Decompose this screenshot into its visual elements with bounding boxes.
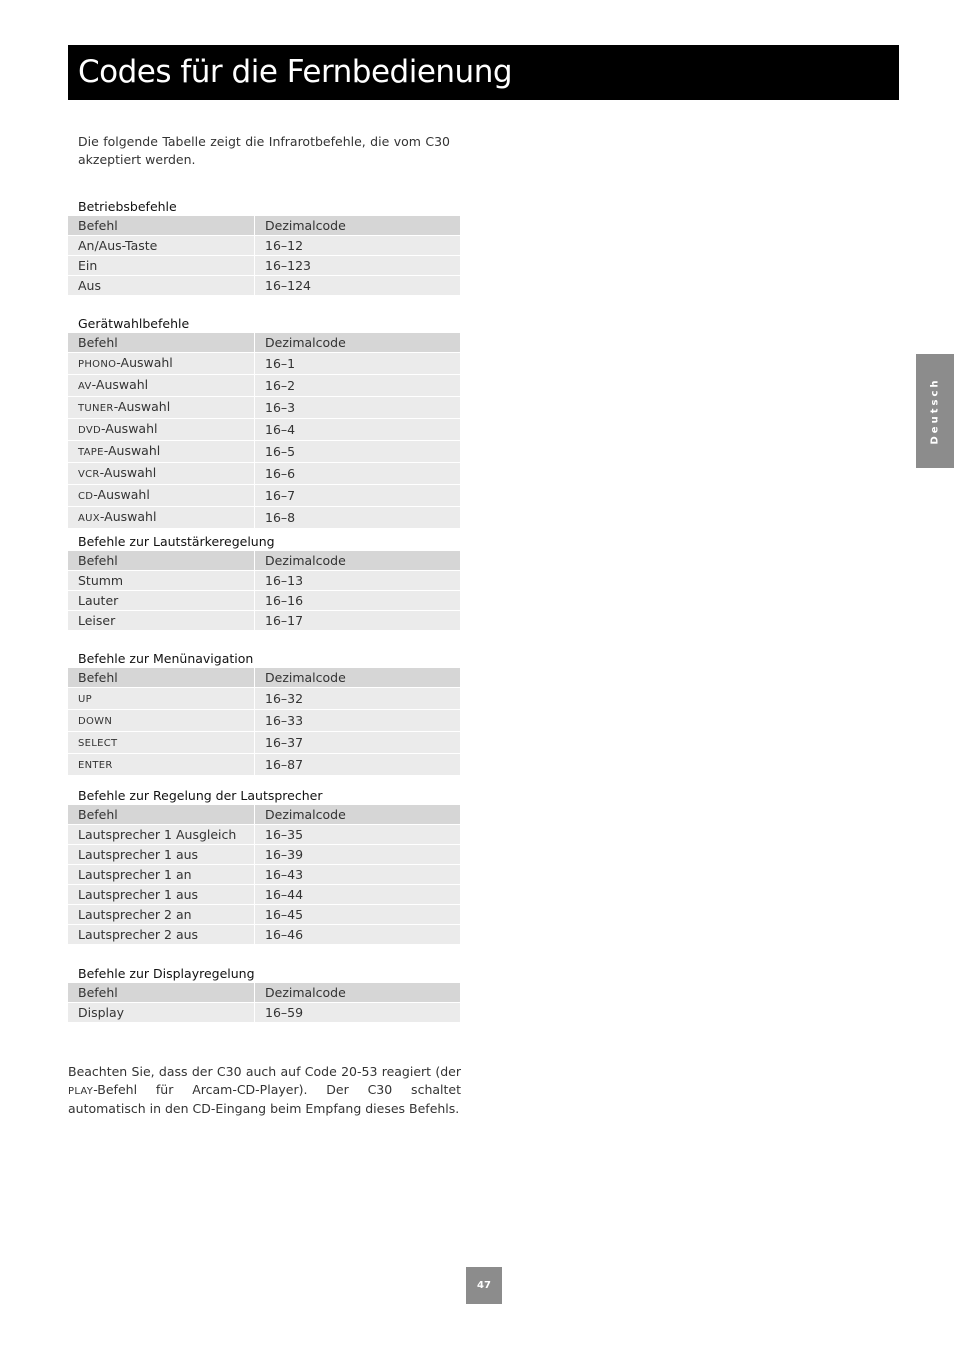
table-row (68, 507, 460, 529)
command-label: Lautsprecher 2 aus (78, 927, 199, 942)
code-cell: 16–2 (255, 375, 461, 397)
footnote (68, 1063, 461, 1118)
table-header-row (68, 805, 460, 825)
section-heading: Befehle zur Displayregelung (78, 966, 255, 981)
command-smallcaps: AUX (78, 513, 100, 524)
command-table (68, 551, 460, 631)
command-cell (68, 397, 255, 419)
code-cell: 16–3 (255, 397, 461, 419)
command-label: -Auswahl (103, 443, 161, 458)
code-cell: 16–6 (255, 463, 461, 485)
command-cell (68, 256, 255, 276)
section (68, 649, 460, 776)
header-code: Dezimalcode (255, 668, 461, 688)
header-code: Dezimalcode (255, 333, 461, 353)
table-header-row (68, 551, 460, 571)
command-cell (68, 865, 255, 885)
table-row (68, 825, 460, 845)
command-smallcaps: PHONO (78, 359, 117, 370)
command-smallcaps: CD (78, 491, 94, 502)
command-cell (68, 419, 255, 441)
section-heading: Befehle zur Regelung der Lautsprecher (78, 788, 323, 803)
command-label: Lautsprecher 2 an (78, 907, 192, 922)
command-label: Leiser (78, 613, 116, 628)
command-smallcaps: DOWN (78, 716, 113, 727)
table-row (68, 925, 460, 945)
table-row (68, 463, 460, 485)
table-row (68, 754, 460, 776)
command-label: -Auswahl (99, 465, 157, 480)
section-heading: Gerätwahlbefehle (78, 316, 190, 331)
language-tab-label: Deutsch (929, 377, 941, 445)
command-table (68, 333, 460, 529)
command-label: -Auswahl (116, 355, 173, 370)
command-label: Lautsprecher 1 aus (78, 887, 199, 902)
command-cell (68, 885, 255, 905)
command-cell (68, 1003, 255, 1023)
command-smallcaps: UP (78, 694, 92, 705)
header-code: Dezimalcode (255, 216, 461, 236)
command-cell (68, 845, 255, 865)
command-label: -Auswahl (91, 377, 149, 392)
command-label: Display (78, 1005, 125, 1020)
command-label: Lautsprecher 1 aus (78, 847, 199, 862)
table-row (68, 441, 460, 463)
command-table (68, 983, 460, 1023)
command-table (68, 668, 460, 776)
code-cell: 16–46 (255, 925, 461, 945)
table-row (68, 885, 460, 905)
section (68, 786, 460, 945)
table-row (68, 375, 460, 397)
command-smallcaps: DVD (78, 425, 101, 436)
command-label: Lautsprecher 1 an (78, 867, 192, 882)
section (68, 532, 460, 631)
command-cell (68, 236, 255, 256)
table-row (68, 571, 460, 591)
footnote-play-smallcaps: PLAY (68, 1085, 94, 1097)
command-cell (68, 825, 255, 845)
table-row (68, 611, 460, 631)
code-cell: 16–5 (255, 441, 461, 463)
table-row (68, 397, 460, 419)
command-table (68, 216, 460, 296)
header-command: Befehl (68, 983, 255, 1003)
table-row (68, 1003, 460, 1023)
section (68, 964, 460, 1023)
language-tab (916, 354, 954, 468)
header-command: Befehl (68, 216, 255, 236)
command-smallcaps: ENTER (78, 760, 113, 771)
command-cell (68, 754, 255, 776)
header-command: Befehl (68, 333, 255, 353)
command-label: Lauter (78, 593, 119, 608)
command-smallcaps: SELECT (78, 738, 118, 749)
command-cell (68, 905, 255, 925)
table-header-row (68, 216, 460, 236)
table-row (68, 845, 460, 865)
table-row (68, 688, 460, 710)
command-smallcaps: VCR (78, 469, 100, 480)
command-cell (68, 463, 255, 485)
table-header-row (68, 333, 460, 353)
command-cell (68, 485, 255, 507)
header-command: Befehl (68, 551, 255, 571)
command-cell (68, 353, 255, 375)
command-smallcaps: TUNER (78, 403, 114, 414)
code-cell: 16–123 (255, 256, 461, 276)
command-cell (68, 732, 255, 754)
command-cell (68, 611, 255, 631)
command-label: -Auswahl (113, 399, 171, 414)
table-row (68, 591, 460, 611)
table-row (68, 865, 460, 885)
table-row (68, 276, 460, 296)
command-label: An/Aus-Taste (78, 238, 158, 253)
header-code: Dezimalcode (255, 805, 461, 825)
code-cell: 16–32 (255, 688, 461, 710)
code-cell: 16–39 (255, 845, 461, 865)
code-cell: 16–12 (255, 236, 461, 256)
code-cell: 16–44 (255, 885, 461, 905)
table-row (68, 353, 460, 375)
command-cell (68, 276, 255, 296)
code-cell: 16–8 (255, 507, 461, 529)
table-row (68, 485, 460, 507)
command-cell (68, 571, 255, 591)
command-smallcaps: AV (78, 381, 92, 392)
command-label: -Auswahl (100, 421, 158, 436)
code-cell: 16–7 (255, 485, 461, 507)
page-number: 47 (466, 1267, 502, 1304)
section (68, 314, 460, 529)
section (68, 197, 460, 296)
header-command: Befehl (68, 805, 255, 825)
code-cell: 16–1 (255, 353, 461, 375)
table-row (68, 905, 460, 925)
command-label: Ein (78, 258, 98, 273)
command-cell (68, 507, 255, 529)
code-cell: 16–45 (255, 905, 461, 925)
code-cell: 16–87 (255, 754, 461, 776)
code-cell: 16–124 (255, 276, 461, 296)
table-row (68, 256, 460, 276)
table-header-row (68, 668, 460, 688)
command-cell (68, 441, 255, 463)
table-row (68, 419, 460, 441)
code-cell: 16–37 (255, 732, 461, 754)
table-row (68, 732, 460, 754)
command-cell (68, 710, 255, 732)
code-cell: 16–16 (255, 591, 461, 611)
code-cell: 16–13 (255, 571, 461, 591)
intro-text: Die folgende Tabelle zeigt die Infrarotbefehle, die vom C30 akzeptiert werden. (78, 134, 450, 167)
command-label: -Auswahl (93, 487, 150, 502)
command-cell (68, 375, 255, 397)
table-row (68, 710, 460, 732)
footnote-after: -Befehl für Arcam-CD-Player). Der C30 schaltet automatisch in den CD-Eingang beim Empfang dieses Befehls. (68, 1081, 461, 1116)
command-table (68, 805, 460, 945)
section-heading: Befehle zur Lautstärkeregelung (78, 534, 275, 549)
code-cell: 16–59 (255, 1003, 461, 1023)
table-header-row (68, 983, 460, 1003)
command-label: -Auswahl (99, 509, 157, 524)
code-cell: 16–17 (255, 611, 461, 631)
header-command: Befehl (68, 668, 255, 688)
command-cell (68, 591, 255, 611)
command-smallcaps: TAPE (78, 447, 104, 458)
command-cell (68, 925, 255, 945)
page-title: Codes für die Fernbedienung (68, 45, 899, 100)
command-label: Aus (78, 278, 101, 293)
header-code: Dezimalcode (255, 983, 461, 1003)
code-cell: 16–43 (255, 865, 461, 885)
header-code: Dezimalcode (255, 551, 461, 571)
code-cell: 16–4 (255, 419, 461, 441)
command-cell (68, 688, 255, 710)
section-heading: Befehle zur Menünavigation (78, 651, 254, 666)
command-label: Lautsprecher 1 Ausgleich (78, 827, 237, 842)
table-row (68, 236, 460, 256)
command-label: Stumm (78, 573, 124, 588)
section-heading: Betriebsbefehle (78, 199, 177, 214)
code-cell: 16–33 (255, 710, 461, 732)
code-cell: 16–35 (255, 825, 461, 845)
footnote-before: Beachten Sie, dass der C30 auch auf Code 20-53 reagiert (der (68, 1064, 461, 1079)
